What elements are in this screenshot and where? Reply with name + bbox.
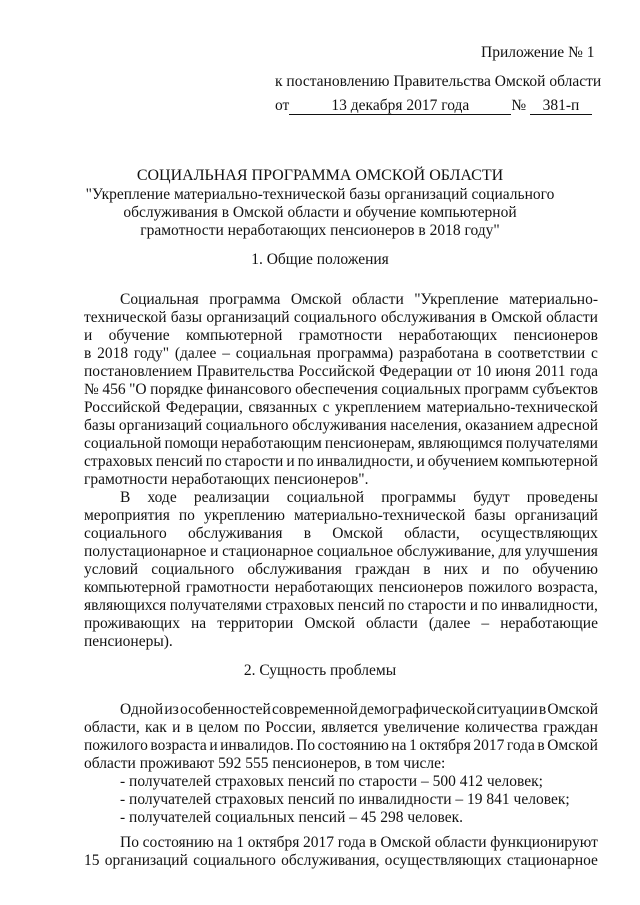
appendix-label: Приложение № 1 [481,44,595,61]
paragraph-line: мероприятия по укреплению материально-технической базы организаций [84,507,598,524]
paragraph-line: социальной помощи неработающим пенсионерам, являющимся получателями [84,435,598,452]
paragraph-line: базы организаций социального обслуживания населения, оказанием адресной [84,417,598,434]
resolution-reference: к постановлению Правительства Омской области [275,73,602,90]
paragraph-line: страховых пенсий по старости и по инвалидности, и обучением компьютерной [84,453,598,470]
paragraph-line: являющихся получателями страховых пенсий по старости и по инвалидности, [84,597,598,614]
paragraph-line: грамотности неработающих пенсионеров". [84,471,369,488]
paragraph-line: и обучение компьютерной грамотности неработающих пенсионеров [84,327,598,344]
paragraph-line: условий социального обслуживания граждан в них и по обучению [84,561,598,578]
program-title: СОЦИАЛЬНАЯ ПРОГРАММА ОМСКОЙ ОБЛАСТИ [136,167,504,184]
paragraph-line: Социальная программа Омской области "Укрепление материально- [120,291,598,308]
list-item: - получателей социальных пенсий – 45 298 человек. [120,809,464,826]
section-heading-problem: 2. Сущность проблемы [243,662,397,679]
paragraph-line: № 456 "О порядке финансового обеспечения социальных программ субъектов [84,381,598,398]
paragraph-line: в 2018 году" (далее – социальная программа) разработана в соответствии с [84,345,598,362]
list-item: - получателей страховых пенсий по старости – 500 412 человек; [120,773,543,790]
from-label: от [275,97,290,114]
paragraph-line: По состоянию на 1 октября 2017 года в Омской области функционируют [120,834,598,851]
section-heading-general: 1. Общие положения [251,251,389,268]
paragraph-line: пожилого возраста и инвалидов. По состоянию на 1 октября 2017 года в Омской [84,737,598,754]
list-item: - получателей страховых пенсий по инвалидности – 19 841 человек; [120,791,570,808]
paragraph-line: пенсионеры). [84,633,173,650]
paragraph-line: проживающих на территории Омской области (далее – неработающие [84,615,598,632]
paragraph-line: В ходе реализации социальной программы будут проведены [120,489,598,506]
resolution-date: 13 декабря 2017 года [289,98,511,115]
program-subtitle-line1: "Укрепление материально-технической базы организаций социального [85,186,555,203]
resolution-number: 381-п [530,98,592,115]
number-label: № [511,97,527,114]
paragraph-line: постановлением Правительства Российской Федерации от 10 июня 2011 года [84,363,598,380]
paragraph-line: Одной из особенностей современной демографической ситуации в Омской [120,701,598,718]
paragraph-line: компьютерной грамотности неработающих пенсионеров пожилого возраста, [84,579,598,596]
paragraph-line: полустационарное и стационарное социальное обслуживание, для улучшения [84,543,598,560]
resolution-date-line [275,97,592,115]
paragraph-line: области проживают 592 555 пенсионеров, в том числе: [84,755,446,772]
paragraph-line: области, как и в целом по России, является увеличение количества граждан [84,719,598,736]
paragraph-line: 15 организаций социального обслуживания, осуществляющих стационарное [84,852,598,869]
program-subtitle-line3: грамотности неработающих пенсионеров в 2018 году" [140,222,500,239]
paragraph-line: социального обслуживания в Омской области, осуществляющих [84,525,598,542]
paragraph-line: Российской Федерации, связанных с укреплением материально-технической [84,399,598,416]
paragraph-line: технической базы организаций социального обслуживания в Омской области [84,309,598,326]
program-subtitle-line2: обслуживания в Омской области и обучение компьютерной [123,204,517,221]
